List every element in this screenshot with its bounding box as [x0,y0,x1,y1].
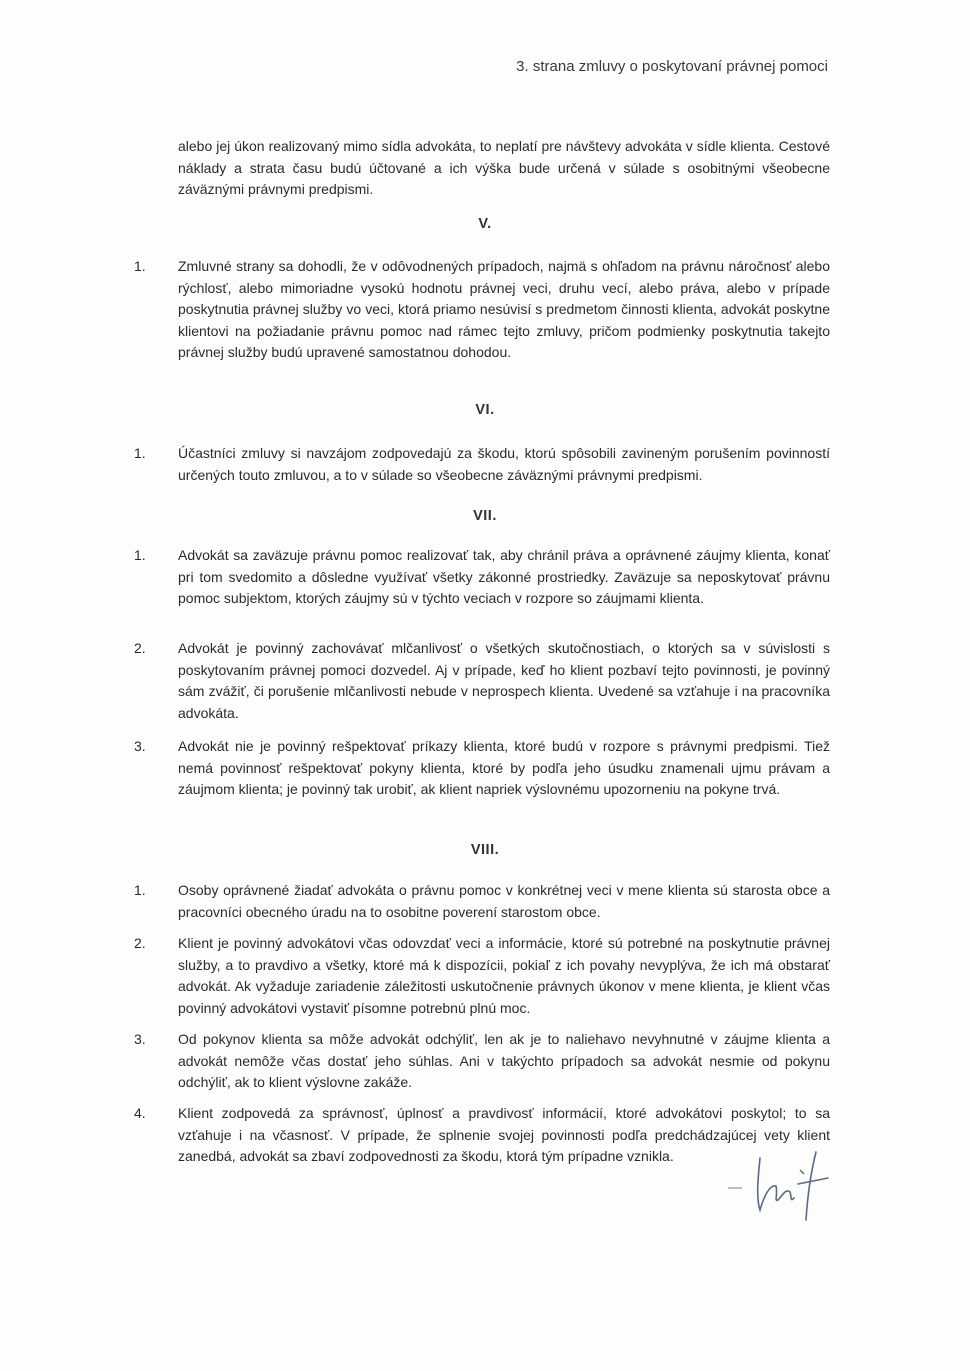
section-viii-item-3 [134,1029,830,1094]
section-heading-vi: VI. [475,402,495,418]
item-text: Advokát je povinný zachovávať mlčanlivosť o všetkých skutočnostiach, o ktorých sa v súvislosti s poskytovaním právnej pomoci dozvedel. Aj v prípade, keď ho klient pozbaví tejto povinnosti, je povinný sám zvážiť, či porušenie mlčanlivosti nebude v neprospech klienta. Uvedené sa vzťahuje i na pracovníka advokáta. [178,640,830,721]
intro-paragraph: alebo jej úkon realizovaný mimo sídla advokáta, to neplatí pre návštevy advokáta v sídle klienta. Cestové náklady a strata času budú účtované a ich výška bude určená v súlade s osobitnými všeobecne záväznými právnymi predpismi. [178,138,830,197]
item-text: Zmluvné strany sa dohodli, že v odôvodnených prípadoch, najmä s ohľadom na právnu náročnosť alebo rýchlosť, alebo mimoriadne vysokú hodnotu právnej veci, druhu vecí, alebo práva, alebo v prípade poskytnutia právnej služby vo veci, ktorá priamo nesúvisí s predmetom činnosti klienta, advokát poskytne klientovi na požiadanie právnu pomoc nad rámec tejto zmluvy, pričom podmienky poskytnutia takejto právnej služby budú upravené samostatnou dohodou. [178,258,830,360]
section-vii-item-2 [134,638,830,724]
item-number: 2. [134,640,146,656]
item-number: 3. [134,1031,146,1047]
section-heading-v: V. [478,216,492,232]
page-header: 3. strana zmluvy o poskytovaní právnej pomoci [516,58,828,75]
item-text: Od pokynov klienta sa môže advokát odchýliť, len ak je to naliehavo nevyhnutné v záujme klienta a advokát nemôže včas dostať jeho súhlas. Ani v takýchto prípadoch sa advokát nesmie od pokynu odchýliť, ak to klient výslovne zakáže. [178,1031,830,1090]
item-number: 1. [134,882,146,898]
item-text: Klient je povinný advokátovi včas odovzdať veci a informácie, ktoré sú potrebné na poskytnutie právnej služby, a to pravdivo a všetky, ktoré má k dispozícii, pokiaľ z ich povahy nevyplýva, že ich má obstarať advokát. Ak vyžaduje zariadenie záležitosti uskutočnenie právnych úkonov v mene klienta, je klient včas povinný advokátovi vystaviť písomne potrebnú plnú moc. [178,935,830,1016]
item-text: Advokát nie je povinný rešpektovať príkazy klienta, ktoré budú v rozpore s právnymi predpismi. Tiež nemá povinnosť rešpektovať pokyny klienta, ktoré by podľa jeho úsudku znamenali ujmu právam a záujmom klienta; je povinný tak urobiť, ak klient napriek výslovnému upozorneniu na pokyne trvá. [178,738,830,797]
item-text: Účastníci zmluvy si navzájom zodpovedajú za škodu, ktorú spôsobili zavineným porušením povinností určených touto zmluvou, a to v súlade so všeobecne záväznými právnymi predpismi. [178,445,830,483]
section-vi-item-1 [134,443,830,486]
item-number: 2. [134,935,146,951]
section-viii-item-2 [134,933,830,1019]
item-number: 1. [134,547,146,563]
section-viii-item-1 [134,880,830,923]
section-vii-item-1 [134,545,830,610]
item-number: 3. [134,738,146,754]
item-number: 1. [134,445,146,461]
item-text: Klient zodpovedá za správnosť, úplnosť a pravdivosť informácií, ktoré advokátovi poskytol; to sa vzťahuje i na včasnosť. V prípade, že splnenie svojej povinnosti podľa predchádzajúcej vety klient zanedbá, advokát sa zbaví zodpovednosti za škodu, ktorá tým prípadne vznikla. [178,1105,830,1164]
section-v-item-1 [134,256,830,364]
item-number: 1. [134,258,146,274]
item-text: Osoby oprávnené žiadať advokáta o právnu pomoc v konkrétnej veci v mene klienta sú starosta obce a pracovníci obecného úradu na to osobitne poverení starostom obce. [178,882,830,920]
item-number: 4. [134,1105,146,1121]
section-vii-item-3 [134,736,830,801]
item-text: Advokát sa zaväzuje právnu pomoc realizovať tak, aby chránil práva a oprávnené záujmy klienta, konať pri tom svedomito a dôsledne využívať všetky zákonné prostriedky. Zaväzuje sa neposkytovať právnu pomoc subjektom, ktorých záujmy sú v týchto veciach v rozpore so záujmami klienta. [178,547,830,606]
section-heading-viii: VIII. [470,842,500,858]
handwritten-signature-icon [720,1148,840,1233]
section-heading-vii: VII. [473,508,497,524]
